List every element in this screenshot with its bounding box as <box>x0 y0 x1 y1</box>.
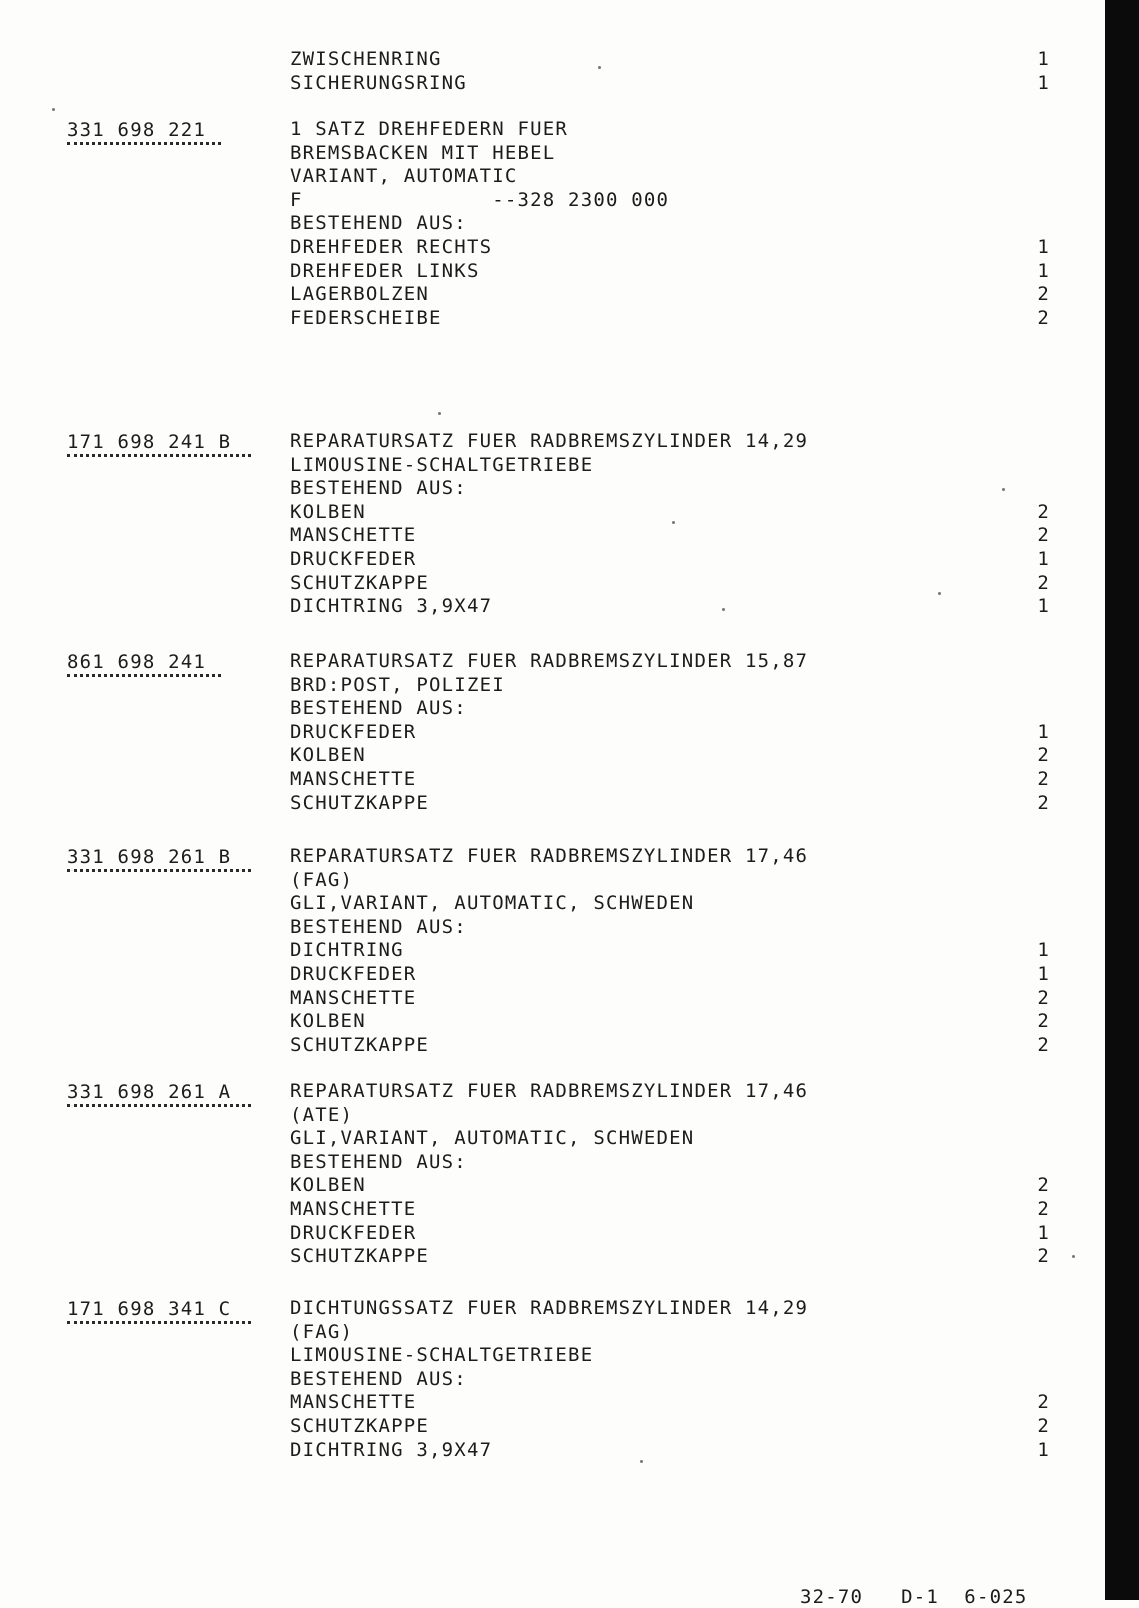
item-text: F --328 2300 000 <box>290 188 670 211</box>
item-line <box>290 1368 1050 1392</box>
item-text: DREHFEDER RECHTS <box>290 235 493 258</box>
item-quantity: 1 <box>1037 48 1050 70</box>
item-line <box>290 1415 1050 1439</box>
item-text: DRUCKFEDER <box>290 720 417 743</box>
item-text: DICHTRING <box>290 939 404 962</box>
item-line <box>290 721 1050 745</box>
item-line <box>290 142 1050 166</box>
item-text: (FAG) <box>290 868 354 891</box>
part-number: 331 698 261 B <box>67 846 232 868</box>
item-line <box>290 595 1050 619</box>
part-number-underline <box>67 1104 251 1107</box>
item-line <box>290 1034 1050 1058</box>
item-line <box>290 744 1050 768</box>
item-text: GLI,VARIANT, AUTOMATIC, SCHWEDEN <box>290 892 695 915</box>
item-text: REPARATURSATZ FUER RADBREMSZYLINDER 14,29 <box>290 430 809 452</box>
scan-speck <box>938 592 941 595</box>
item-text: KOLBEN <box>290 744 366 767</box>
item-line <box>290 477 1050 501</box>
item-text: GLI,VARIANT, AUTOMATIC, SCHWEDEN <box>290 1127 695 1150</box>
item-text: SICHERUNGSRING <box>290 71 467 94</box>
item-text: SCHUTZKAPPE <box>290 791 430 814</box>
page-footer: 32-70 D-1 6-025 <box>800 1586 1028 1608</box>
item-quantity: 2 <box>1037 1197 1050 1220</box>
item-line <box>290 1245 1050 1269</box>
item-line <box>290 697 1050 721</box>
part-description <box>290 48 1050 95</box>
item-text: BESTEHEND AUS: <box>290 1367 467 1390</box>
item-text: MANSCHETTE <box>290 767 417 790</box>
item-text: MANSCHETTE <box>290 1197 417 1220</box>
item-text: LAGERBOLZEN <box>290 283 430 306</box>
item-line <box>290 501 1050 525</box>
item-line <box>290 1151 1050 1175</box>
part-number-underline <box>67 454 251 457</box>
part-description <box>290 118 1050 330</box>
item-line <box>290 916 1050 940</box>
part-number: 171 698 341 C <box>67 1298 232 1320</box>
item-quantity: 1 <box>1037 939 1050 962</box>
item-quantity: 2 <box>1037 744 1050 767</box>
item-text: REPARATURSATZ FUER RADBREMSZYLINDER 17,46 <box>290 845 809 867</box>
scan-speck <box>52 108 55 111</box>
item-line <box>290 260 1050 284</box>
item-quantity: 2 <box>1037 1414 1050 1437</box>
item-line <box>290 307 1050 331</box>
item-quantity: 2 <box>1037 524 1050 547</box>
item-text: SCHUTZKAPPE <box>290 1245 430 1268</box>
item-quantity: 2 <box>1037 986 1050 1009</box>
scan-speck <box>672 521 675 524</box>
item-line <box>290 165 1050 189</box>
item-line <box>290 189 1050 213</box>
item-text: KOLBEN <box>290 1010 366 1033</box>
scan-speck <box>1002 488 1005 491</box>
item-text: SCHUTZKAPPE <box>290 1033 430 1056</box>
item-line <box>290 1198 1050 1222</box>
item-text: FEDERSCHEIBE <box>290 306 442 329</box>
item-line <box>290 1222 1050 1246</box>
item-line <box>290 768 1050 792</box>
scan-dark-edge <box>1105 0 1139 1600</box>
scan-speck <box>1072 1255 1075 1258</box>
item-text: VARIANT, AUTOMATIC <box>290 165 518 188</box>
item-line <box>290 792 1050 816</box>
item-line <box>290 236 1050 260</box>
item-text: SCHUTZKAPPE <box>290 1414 430 1437</box>
item-line <box>290 1321 1050 1345</box>
item-quantity: 2 <box>1037 500 1050 523</box>
item-text: MANSCHETTE <box>290 1391 417 1414</box>
item-quantity: 2 <box>1037 1033 1050 1056</box>
item-quantity: 1 <box>1037 259 1050 282</box>
item-text: DREHFEDER LINKS <box>290 259 480 282</box>
item-line <box>290 72 1050 96</box>
item-line <box>290 1391 1050 1415</box>
item-text: DICHTRING 3,9X47 <box>290 1438 493 1461</box>
item-line <box>290 1174 1050 1198</box>
item-text: DRUCKFEDER <box>290 547 417 570</box>
item-text: KOLBEN <box>290 1174 366 1197</box>
item-text: DRUCKFEDER <box>290 962 417 985</box>
item-text: 1 SATZ DREHFEDERN FUER <box>290 118 569 140</box>
item-quantity: 1 <box>1037 235 1050 258</box>
item-line <box>290 212 1050 236</box>
item-line <box>290 1080 1050 1104</box>
item-text: BREMSBACKEN MIT HEBEL <box>290 141 556 164</box>
item-line <box>290 892 1050 916</box>
part-description <box>290 845 1050 1057</box>
item-line <box>290 48 1050 72</box>
item-line <box>290 572 1050 596</box>
item-quantity: 1 <box>1037 547 1050 570</box>
item-text: DICHTRING 3,9X47 <box>290 595 493 618</box>
item-quantity: 1 <box>1037 1221 1050 1244</box>
item-quantity: 2 <box>1037 571 1050 594</box>
item-quantity: 2 <box>1037 306 1050 329</box>
item-line <box>290 548 1050 572</box>
item-text: KOLBEN <box>290 500 366 523</box>
item-text: DRUCKFEDER <box>290 1221 417 1244</box>
item-line <box>290 869 1050 893</box>
item-text: ZWISCHENRING <box>290 48 442 70</box>
part-number: 331 698 221 <box>67 119 207 141</box>
item-text: (FAG) <box>290 1320 354 1343</box>
item-text: BESTEHEND AUS: <box>290 477 467 500</box>
item-line <box>290 845 1050 869</box>
item-line <box>290 524 1050 548</box>
item-quantity: 2 <box>1037 1391 1050 1414</box>
scan-speck <box>438 412 441 415</box>
item-line <box>290 987 1050 1011</box>
part-description <box>290 1080 1050 1269</box>
item-quantity: 2 <box>1037 791 1050 814</box>
scan-speck <box>722 608 725 611</box>
part-number-underline <box>67 142 221 145</box>
item-text: MANSCHETTE <box>290 986 417 1009</box>
item-line <box>290 650 1050 674</box>
part-number: 171 698 241 B <box>67 431 232 453</box>
item-quantity: 1 <box>1037 595 1050 618</box>
item-text: (ATE) <box>290 1103 354 1126</box>
item-quantity: 1 <box>1037 1438 1050 1461</box>
part-description <box>290 1297 1050 1462</box>
scan-speck <box>598 66 601 69</box>
item-line <box>290 430 1050 454</box>
part-number-underline <box>67 1321 251 1324</box>
item-quantity: 1 <box>1037 71 1050 94</box>
item-text: DICHTUNGSSATZ FUER RADBREMSZYLINDER 14,29 <box>290 1297 809 1319</box>
scan-speck <box>640 1460 643 1463</box>
item-line <box>290 118 1050 142</box>
item-quantity: 2 <box>1037 1010 1050 1033</box>
item-line <box>290 1104 1050 1128</box>
item-text: REPARATURSATZ FUER RADBREMSZYLINDER 17,46 <box>290 1080 809 1102</box>
part-description <box>290 430 1050 619</box>
item-text: LIMOUSINE-SCHALTGETRIEBE <box>290 453 594 476</box>
item-text: BESTEHEND AUS: <box>290 212 467 235</box>
item-line <box>290 1010 1050 1034</box>
item-line <box>290 454 1050 478</box>
item-line <box>290 963 1050 987</box>
item-text: REPARATURSATZ FUER RADBREMSZYLINDER 15,87 <box>290 650 809 672</box>
part-number-underline <box>67 869 251 872</box>
item-quantity: 2 <box>1037 283 1050 306</box>
item-quantity: 2 <box>1037 1174 1050 1197</box>
part-description <box>290 650 1050 815</box>
item-text: MANSCHETTE <box>290 524 417 547</box>
item-line <box>290 1127 1050 1151</box>
item-line <box>290 674 1050 698</box>
part-number: 331 698 261 A <box>67 1081 232 1103</box>
item-text: BESTEHEND AUS: <box>290 697 467 720</box>
item-quantity: 1 <box>1037 962 1050 985</box>
item-line <box>290 1344 1050 1368</box>
item-text: BRD:POST, POLIZEI <box>290 673 505 696</box>
item-quantity: 2 <box>1037 767 1050 790</box>
item-line <box>290 939 1050 963</box>
item-line <box>290 283 1050 307</box>
item-line <box>290 1297 1050 1321</box>
item-text: SCHUTZKAPPE <box>290 571 430 594</box>
part-number-underline <box>67 674 221 677</box>
item-text: BESTEHEND AUS: <box>290 1150 467 1173</box>
item-quantity: 1 <box>1037 720 1050 743</box>
item-text: LIMOUSINE-SCHALTGETRIEBE <box>290 1344 594 1367</box>
item-quantity: 2 <box>1037 1245 1050 1268</box>
part-number: 861 698 241 <box>67 651 207 673</box>
item-text: BESTEHEND AUS: <box>290 915 467 938</box>
item-line <box>290 1439 1050 1463</box>
